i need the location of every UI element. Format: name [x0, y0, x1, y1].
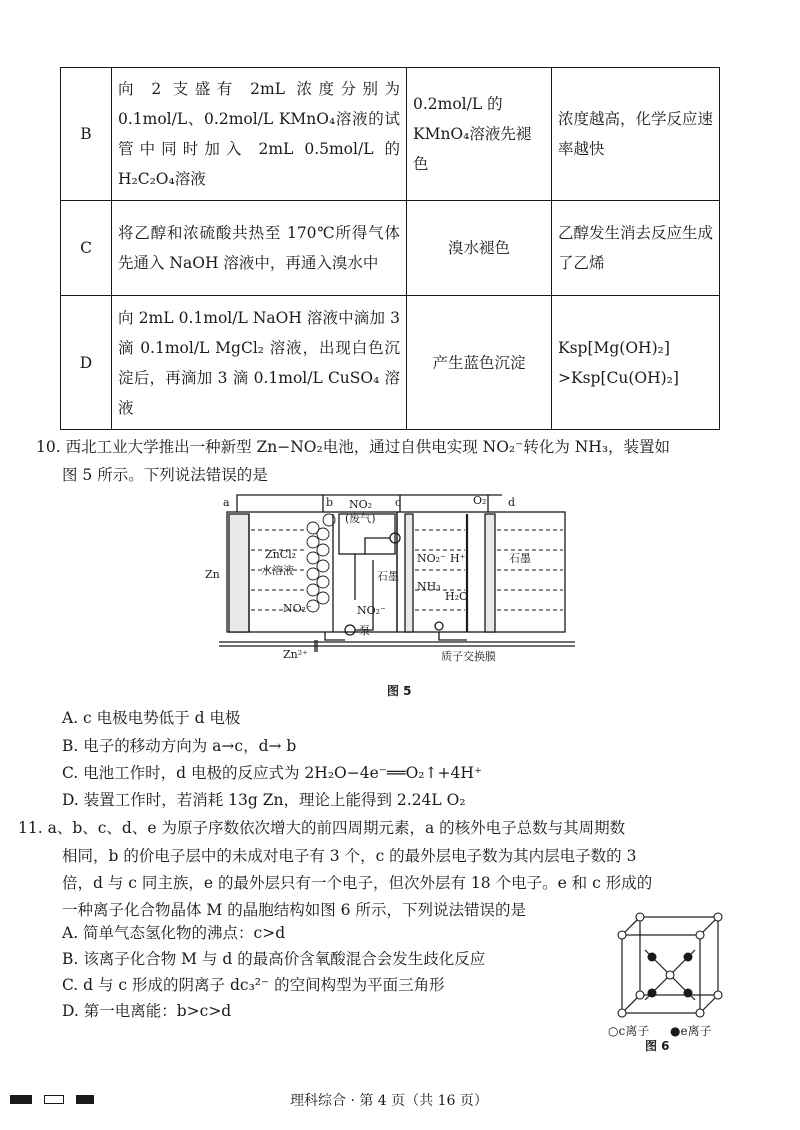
label-solution: 水溶液 [261, 564, 294, 577]
q11-stem-line-3: 倍，d 与 c 同主族，e 的最外层只有一个电子，但次外层有 18 个电子。e 和 c 形成的 [62, 874, 653, 892]
row-phenomenon: 溴水褪色 [407, 201, 552, 296]
figure-6-caption: 图 6 [645, 1039, 670, 1053]
row-label: B [61, 68, 112, 201]
label-o2: O₂ [473, 494, 487, 507]
row-conclusion: 乙醇发生消去反应生成了乙烯 [552, 201, 720, 296]
table-row [61, 68, 720, 201]
footer-mark-left [10, 1095, 32, 1104]
row-phenomenon: 0.2mol/L 的 KMnO₄溶液先褪色 [407, 68, 552, 201]
label-no2-minus-left: NO₂⁻ [283, 602, 312, 615]
q11-stem-line-4: 一种离子化合物晶体 M 的晶胞结构如图 6 所示，下列说法错误的是 [62, 901, 526, 919]
q10-stem-line-2: 图 5 所示。下列说法错误的是 [62, 466, 268, 484]
row-operation: 将乙醇和浓硫酸共热至 170℃所得气体先通入 NaOH 溶液中，再通入溴水中 [112, 201, 407, 296]
label-no2-waste: NO₂ [349, 498, 373, 511]
label-c: c [395, 496, 402, 509]
row-conclusion: Ksp[Mg(OH)₂] >Ksp[Cu(OH)₂] [552, 296, 720, 430]
row-label: C [61, 201, 112, 296]
q11-option-a: A. 简单气态氢化物的沸点：c>d [62, 924, 286, 942]
legend-c-ion: ○c离子 [608, 1024, 650, 1038]
q11-option-d: D. 第一电离能：b>c>d [62, 1002, 232, 1020]
label-nh3: NH₃ [417, 580, 441, 593]
row-label: D [61, 296, 112, 430]
label-graphite-left: 石墨 [377, 570, 399, 583]
label-no2-minus-mid: NO₂⁻ [357, 604, 386, 617]
q11-stem-line-1: 11. a、b、c、d、e 为原子序数依次增大的前四周期元素，a 的核外电子总数与其周期数 [18, 819, 626, 837]
label-h2o: H₂O [445, 590, 469, 603]
label-h-plus: H⁺ [450, 552, 466, 565]
label-zn: Zn [205, 568, 220, 581]
label-a: a [223, 496, 230, 509]
label-d: d [508, 496, 516, 509]
row-conclusion: 浓度越高，化学反应速率越快 [552, 68, 720, 201]
table-row [61, 296, 720, 430]
figure-6-unit-cell [600, 905, 740, 1055]
q10-stem-line-1: 10. 西北工业大学推出一种新型 Zn−NO₂电池，通过自供电实现 NO₂⁻转化为 NH₃，装置如 [36, 438, 671, 456]
label-no2-minus-right: NO₂⁻ [417, 552, 446, 565]
q11-option-c: C. d 与 c 形成的阴离子 dc₃²⁻ 的空间构型为平面三角形 [62, 976, 445, 994]
experiment-table [60, 67, 720, 430]
q10-option-a: A. c 电极电势低于 d 电极 [62, 709, 241, 727]
q11-option-b: B. 该离子化合物 M 与 d 的最高价含氧酸混合会发生歧化反应 [62, 950, 486, 968]
table-row [61, 201, 720, 296]
label-waste: (废气) [345, 512, 376, 525]
label-membrane: 质子交换膜 [441, 650, 496, 663]
label-graphite-right: 石墨 [509, 552, 531, 565]
label-zn2plus: Zn²⁺ [283, 648, 308, 661]
label-b: b [326, 496, 334, 509]
q10-option-b: B. 电子的移动方向为 a→c，d→ b [62, 737, 297, 755]
figure-5-zn-no2-cell [205, 490, 585, 670]
figure-5-caption: 图 5 [387, 684, 412, 698]
footer-mark-middle [44, 1095, 64, 1104]
q10-option-d: D. 装置工作时，若消耗 13g Zn，理论上能得到 2.24L O₂ [62, 791, 466, 809]
legend-e-ion: ●e离子 [670, 1024, 712, 1038]
row-operation: 向 2mL 0.1mol/L NaOH 溶液中滴加 3 滴 0.1mol/L MgCl₂ 溶液，出现白色沉淀后，再滴加 3 滴 0.1mol/L CuSO₄ 溶液 [112, 296, 407, 430]
footer-mark-right [76, 1095, 94, 1104]
label-pump: 泵 [359, 624, 370, 637]
row-phenomenon: 产生蓝色沉淀 [407, 296, 552, 430]
row-operation: 向 2 支盛有 2mL 浓度分别为 0.1mol/L、0.2mol/L KMnO₄溶液的试管中同时加入 2mL 0.5mol/L 的 H₂C₂O₄溶液 [112, 68, 407, 201]
label-zncl2: ZnCl₂ [265, 548, 297, 561]
q10-option-c: C. 电池工作时，d 电极的反应式为 2H₂O−4e⁻══O₂↑+4H⁺ [62, 764, 483, 782]
q11-stem-line-2: 相同，b 的价电子层中的未成对电子有 3 个，c 的最外层电子数为其内层电子数的 3 [62, 847, 637, 865]
page-footer: 理科综合 · 第 4 页（共 16 页） [290, 1093, 488, 1109]
